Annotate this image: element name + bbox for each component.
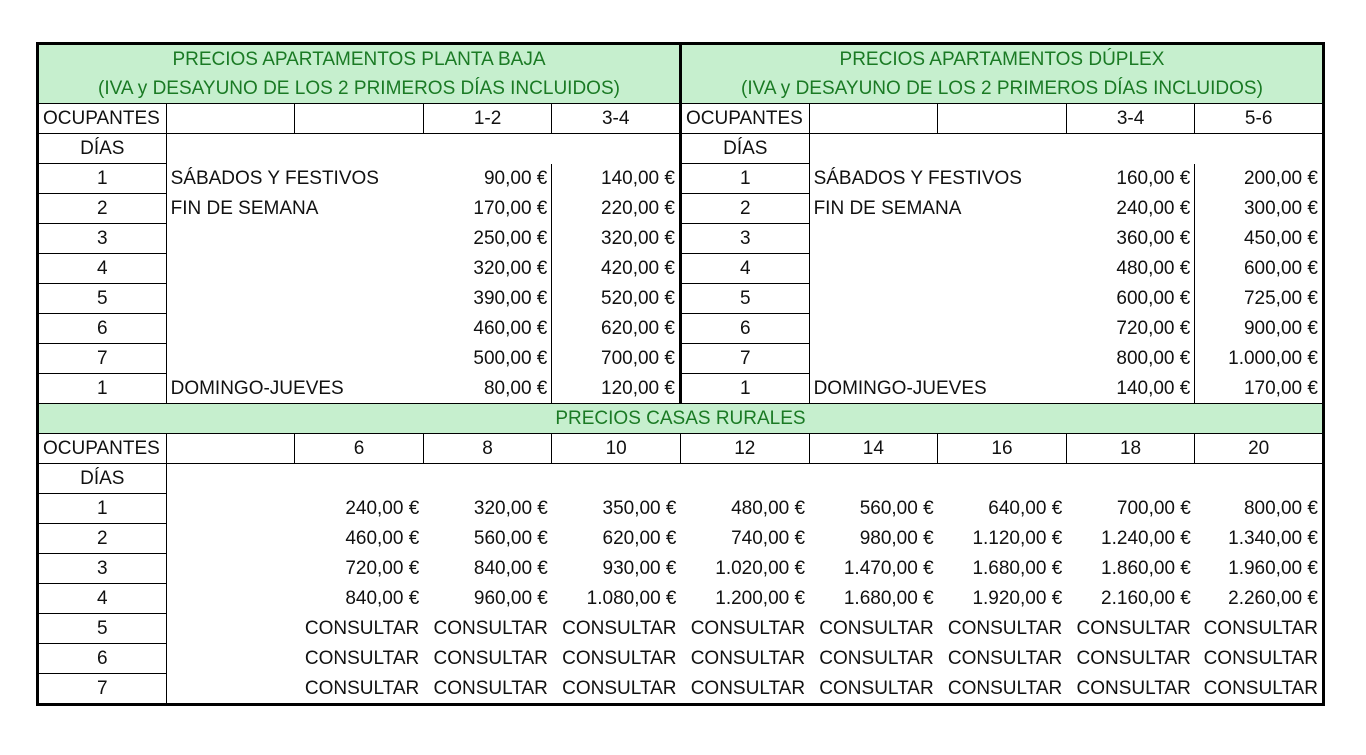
duplex-price: 480,00 € [1066,254,1195,284]
rural-empty-cell [166,434,295,464]
duplex-subtitle: (IVA y DESAYUNO DE LOS 2 PRIMEROS DÍAS INCLUIDOS) [680,74,1323,104]
rural-price: 240,00 € [345,498,420,519]
rural-price: 1.860,00 € [1101,558,1191,579]
planta-baja-period [166,314,423,344]
rural-price: 1.020,00 € [715,558,806,579]
planta-baja-subtitle: (IVA y DESAYUNO DE LOS 2 PRIMEROS DÍAS INCLUIDOS) [38,74,681,104]
duplex-title: PRECIOS APARTAMENTOS DÚPLEX [680,44,1323,75]
rural-empty-cell [166,584,295,614]
duplex-day: 1 [680,374,809,404]
rural-col-header: 14 [809,434,938,464]
rural-price: CONSULTAR [562,648,677,669]
planta-baja-col-header: 1-2 [423,104,552,134]
planta-baja-period [166,224,423,254]
rural-col-header: 18 [1066,434,1195,464]
rural-price: 840,00 € [345,588,420,609]
planta-baja-price: 140,00 € [552,164,681,194]
rural-price-row [38,674,1324,705]
rural-day: 4 [38,584,167,614]
duplex-period [809,284,1066,314]
rural-price: 960,00 € [473,588,548,609]
rural-price: CONSULTAR [295,674,424,705]
rural-price: CONSULTAR [1195,614,1324,644]
planta-baja-day: 7 [38,344,167,374]
planta-baja-price: 520,00 € [552,284,681,314]
rural-price-row [38,494,1324,524]
duplex-occupants-label: OCUPANTES [680,104,809,134]
apartments-occupants-row [38,104,1324,134]
rural-price: CONSULTAR [1076,648,1191,669]
duplex-day: 5 [680,284,809,314]
duplex-price: 360,00 € [1066,224,1195,254]
rural-price: 2.160,00 € [1101,588,1191,609]
rural-empty-cell [166,554,295,584]
planta-baja-period [166,254,423,284]
rural-price-row [38,524,1324,554]
rural-price: CONSULTAR [304,648,420,669]
rural-price: CONSULTAR [947,618,1063,639]
rural-price: CONSULTAR [680,674,809,705]
planta-baja-price: 220,00 € [552,194,681,224]
rural-price: CONSULTAR [552,674,681,705]
apartments-price-row [38,164,1324,194]
planta-baja-price: 460,00 € [423,314,552,344]
rural-price: CONSULTAR [938,674,1067,705]
duplex-day: 7 [680,344,809,374]
duplex-price: 160,00 € [1066,164,1195,194]
rural-price: 460,00 € [345,528,420,549]
duplex-day: 1 [680,164,809,194]
duplex-price: 725,00 € [1195,284,1324,314]
planta-baja-period [166,344,423,374]
duplex-period [809,344,1066,374]
duplex-day: 4 [680,254,809,284]
planta-baja-day: 1 [38,374,167,404]
rural-price: CONSULTAR [433,618,548,639]
rural-price: CONSULTAR [1195,644,1324,674]
rural-day: 3 [38,554,167,584]
planta-baja-price: 700,00 € [552,344,681,374]
apartments-price-row [38,254,1324,284]
rural-blank-area [166,464,1323,494]
planta-baja-price: 320,00 € [552,224,681,254]
duplex-price: 600,00 € [1195,254,1324,284]
apartments-price-row [38,314,1324,344]
duplex-empty-cell [938,104,1067,134]
rural-price-row [38,554,1324,584]
duplex-price: 900,00 € [1195,314,1324,344]
duplex-col-header: 5-6 [1195,104,1324,134]
rural-price: CONSULTAR [947,648,1063,669]
duplex-period: DOMINGO-JUEVES [809,374,1066,404]
rural-empty-cell [166,674,295,705]
duplex-day: 2 [680,194,809,224]
planta-baja-col-header: 3-4 [552,104,681,134]
rural-price: 1.240,00 € [1101,528,1191,549]
duplex-price: 300,00 € [1195,194,1324,224]
price-table-body [38,44,1324,705]
duplex-period [809,314,1066,344]
rural-price: CONSULTAR [690,618,806,639]
duplex-period [809,224,1066,254]
rural-price: 320,00 € [473,498,548,519]
planta-baja-day: 6 [38,314,167,344]
rural-price: CONSULTAR [809,674,938,705]
rural-price: 1.120,00 € [972,528,1063,549]
rural-days-label: DÍAS [38,464,167,494]
rural-col-header: 6 [295,434,424,464]
rural-price: 1.080,00 € [586,588,677,609]
planta-baja-price: 170,00 € [423,194,552,224]
rural-price: 700,00 € [1116,498,1191,519]
duplex-price: 200,00 € [1195,164,1324,194]
duplex-price: 140,00 € [1066,374,1195,404]
planta-baja-day: 1 [38,164,167,194]
duplex-price: 720,00 € [1066,314,1195,344]
rural-day: 7 [38,674,167,705]
rural-price: 1.470,00 € [843,558,934,579]
planta-baja-price: 420,00 € [552,254,681,284]
apartments-price-row [38,374,1324,404]
planta-baja-period: DOMINGO-JUEVES [166,374,423,404]
planta-baja-day: 4 [38,254,167,284]
rural-price: 1.680,00 € [843,588,934,609]
rural-day: 6 [38,644,167,674]
rural-title: PRECIOS CASAS RURALES [38,404,1324,434]
duplex-empty-cell [809,104,938,134]
planta-baja-price: 500,00 € [423,344,552,374]
apartments-days-row [38,134,1324,164]
rural-price: 1.680,00 € [972,558,1063,579]
duplex-price: 600,00 € [1066,284,1195,314]
planta-baja-price: 250,00 € [423,224,552,254]
duplex-price: 800,00 € [1066,344,1195,374]
rural-day: 2 [38,524,167,554]
planta-baja-price: 120,00 € [552,374,681,404]
rural-col-header: 20 [1195,434,1324,464]
rural-price: 560,00 € [473,528,548,549]
rural-price-row [38,584,1324,614]
rural-price: CONSULTAR [690,648,806,669]
rural-price: 1.200,00 € [715,588,806,609]
planta-baja-period: FIN DE SEMANA [166,194,423,224]
rural-price: 1.340,00 € [1195,524,1324,554]
apartments-price-row [38,194,1324,224]
duplex-price: 240,00 € [1066,194,1195,224]
rural-price: 740,00 € [731,528,806,549]
rural-price: 640,00 € [988,498,1063,519]
apartments-title-row [38,44,1324,75]
rural-price: CONSULTAR [1195,674,1324,705]
planta-baja-period [166,284,423,314]
duplex-price: 450,00 € [1195,224,1324,254]
rural-price: CONSULTAR [819,648,934,669]
planta-baja-day: 5 [38,284,167,314]
rural-empty-cell [166,494,295,524]
duplex-price: 170,00 € [1195,374,1324,404]
rural-price: CONSULTAR [1066,674,1195,705]
rural-occupants-row [38,434,1324,464]
rural-price: 930,00 € [602,558,677,579]
apartments-price-row [38,284,1324,314]
duplex-period [809,254,1066,284]
rural-price: 980,00 € [859,528,934,549]
rural-price: 560,00 € [859,498,934,519]
rural-price: 1.920,00 € [972,588,1063,609]
planta-baja-period: SÁBADOS Y FESTIVOS [166,164,423,194]
duplex-blank-area [809,134,1323,164]
rural-price: 480,00 € [731,498,806,519]
rural-col-header: 10 [552,434,681,464]
rural-price: CONSULTAR [562,618,677,639]
rural-col-header: 12 [680,434,809,464]
planta-baja-price: 620,00 € [552,314,681,344]
duplex-days-label: DÍAS [680,134,809,164]
apartments-price-row [38,224,1324,254]
rural-empty-cell [166,614,295,644]
rural-day: 5 [38,614,167,644]
planta-baja-blank-area [166,134,680,164]
rural-col-header: 8 [423,434,552,464]
rural-day: 1 [38,494,167,524]
duplex-period: SÁBADOS Y FESTIVOS [809,164,1066,194]
rural-price: 840,00 € [473,558,548,579]
duplex-day: 3 [680,224,809,254]
planta-baja-day: 3 [38,224,167,254]
planta-baja-day: 2 [38,194,167,224]
rural-price: CONSULTAR [1076,618,1191,639]
price-table [36,42,1325,706]
duplex-day: 6 [680,314,809,344]
rural-title-row [38,404,1324,434]
planta-baja-empty-cell [295,104,424,134]
planta-baja-price: 390,00 € [423,284,552,314]
rural-col-header: 16 [938,434,1067,464]
duplex-period: FIN DE SEMANA [809,194,1066,224]
rural-empty-cell [166,644,295,674]
rural-price: CONSULTAR [423,674,552,705]
rural-price-row [38,614,1324,644]
planta-baja-days-label: DÍAS [38,134,167,164]
planta-baja-price: 320,00 € [423,254,552,284]
planta-baja-title: PRECIOS APARTAMENTOS PLANTA BAJA [38,44,681,75]
rural-price: CONSULTAR [304,618,420,639]
planta-baja-empty-cell [166,104,295,134]
apartments-subtitle-row [38,74,1324,104]
rural-price: 720,00 € [345,558,420,579]
planta-baja-price: 90,00 € [423,164,552,194]
rural-price: 1.960,00 € [1195,554,1324,584]
rural-price: CONSULTAR [819,618,934,639]
rural-price: 800,00 € [1195,494,1324,524]
duplex-price: 1.000,00 € [1195,344,1324,374]
rural-price: 620,00 € [602,528,677,549]
rural-occupants-label: OCUPANTES [38,434,167,464]
planta-baja-price: 80,00 € [423,374,552,404]
apartments-price-row [38,344,1324,374]
planta-baja-occupants-label: OCUPANTES [38,104,167,134]
rural-days-row [38,464,1324,494]
rural-price-row [38,644,1324,674]
rural-price: 350,00 € [602,498,677,519]
rural-price: 2.260,00 € [1195,584,1324,614]
rural-price: CONSULTAR [433,648,548,669]
rural-empty-cell [166,524,295,554]
duplex-col-header: 3-4 [1066,104,1195,134]
